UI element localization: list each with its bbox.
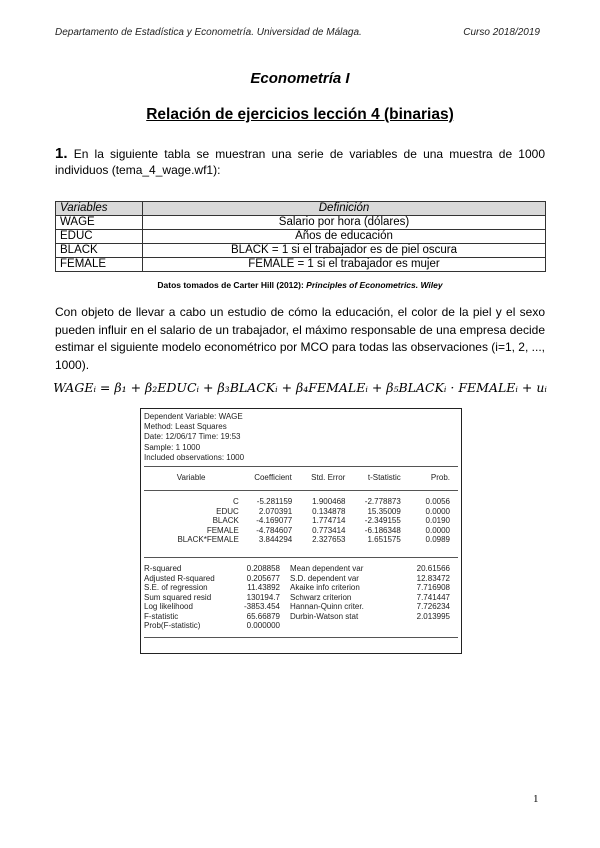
divider [144,466,458,467]
problem-paragraph: Con objeto de llevar a cabo un estudio de cómo la educación, el color de la piel y el sexo pueden influir en el salario de un trabajador, el máximo responsable de una empresa decide estimar el siguiente modelo econométrico por MCO para todas las observaciones (i=1, 2, ..., 1000). [55,305,545,372]
document-title: Econometría I [250,70,350,87]
coefficient-header [144,473,456,483]
stat-value: 7.726234 [416,602,450,611]
stat-label [290,621,400,631]
table-row [144,574,456,584]
regression-metadata [144,412,244,463]
exercise-1-statement [55,146,545,178]
stat-value: 2.013995 [416,611,450,621]
stat-label: Akaike info criterion [290,583,360,592]
table-row [144,516,456,526]
stat-label: Log likelihood [144,602,193,611]
stat-value [400,621,456,631]
header-department: Departamento de Estadística y Econometría. Universidad de Málaga. [55,27,362,38]
meta-line: Sample: 1 1000 [144,442,201,452]
table-row [56,216,546,230]
stat-value: 11.43892 [247,583,280,592]
variable-name: EDUC [56,230,143,244]
stat-value: 0.205677 [246,573,280,583]
stat-label: Adjusted R-squared [144,573,215,583]
var-name: EDUC [216,506,239,516]
stat-value: -3853.454 [243,602,280,611]
std-error: 2.327653 [312,535,346,544]
t-statistic: 1.651575 [367,535,401,544]
var-name: BLACK*FEMALE [177,535,239,544]
stat-value: 7.741447 [416,592,450,602]
prob: 0.0000 [425,525,450,535]
document-subtitle: Relación de ejercicios lección 4 (binarias) [146,106,454,123]
variable-definition: BLACK = 1 si el trabajador es de piel oscura [143,244,546,258]
column-header: t-Statistic [367,473,401,482]
table-row [144,612,456,622]
stat-value: 65.66879 [246,611,280,621]
model-equation: WAGEᵢ = β₁ + β₂EDUCᵢ + β₃BLACKᵢ + β₄FEMALEᵢ + β₅BLACKᵢ · FEMALEᵢ + uᵢ [53,380,547,395]
table-row [144,593,456,603]
stat-label: Prob(F-statistic) [144,621,201,630]
table-row [144,526,456,536]
stat-value: 130194.7 [246,592,280,602]
divider [144,557,458,558]
stat-label: Durbin-Watson stat [290,611,359,621]
table-row [144,621,456,631]
stat-value: 0.000000 [246,621,280,630]
exercise-number: 1. [55,145,68,162]
table-header-row [144,473,456,483]
variable-definition: FEMALE = 1 si el trabajador es mujer [143,258,546,272]
stat-label: Schwarz criterion [290,592,352,602]
stat-value: 7.716908 [416,583,450,592]
variable-name: BLACK [56,244,143,258]
t-statistic: -6.186348 [364,525,401,535]
meta-line: Method: Least Squares [144,422,227,432]
variables-table [55,201,546,272]
std-error: 1.900468 [312,497,346,506]
var-name: C [233,497,239,506]
source-prefix: Datos tomados de Carter Hill (2012): [157,280,307,290]
table-row [144,497,456,507]
var-name: BLACK [212,516,239,525]
std-error: 0.773414 [312,525,346,535]
variable-definition: Salario por hora (dólares) [143,216,546,230]
table-row [144,535,456,545]
var-name: FEMALE [206,525,239,535]
prob: 0.0989 [425,535,450,544]
coefficient: 3.844294 [258,535,293,544]
t-statistic: -2.349155 [364,516,401,525]
data-source-note [0,280,600,290]
column-header-definition: Definición [143,202,546,216]
prob: 0.0056 [425,497,450,506]
table-row [144,602,456,612]
table-row [56,258,546,272]
table-row [56,244,546,258]
variable-name: FEMALE [56,258,143,272]
eviews-regression-output [140,408,462,654]
t-statistic: 15.35009 [367,506,401,516]
exercise-text: En la siguiente tabla se muestran una serie de variables de una muestra de 1000 individuos (tema_4_wage.wf1): [55,147,545,177]
variable-name: WAGE [56,216,143,230]
table-row [144,583,456,593]
coefficient: -4.169077 [256,516,293,525]
source-book: Principles of Econometrics. Wiley [306,280,443,290]
stat-label: Hannan-Quinn criter. [290,602,364,611]
divider [144,637,458,638]
stat-label: Mean dependent var [290,564,364,573]
table-header-row [56,202,546,216]
meta-line: Date: 12/06/17 Time: 19:53 [144,432,241,442]
stat-label: F-statistic [144,611,179,621]
coefficient: 2.070391 [258,506,293,516]
column-header: Std. Error [311,473,346,482]
meta-line: Included observations: 1000 [144,452,245,462]
prob: 0.0000 [425,506,450,516]
column-header: Coefficient [254,473,292,482]
page-number: 1 [533,793,539,805]
stat-value: 12.83472 [416,573,450,583]
column-header-variables: Variables [56,202,143,216]
table-row [144,564,456,574]
std-error: 0.134878 [312,506,346,516]
table-row [56,230,546,244]
coefficient: -5.281159 [256,497,293,506]
stat-label: S.E. of regression [144,583,208,592]
header-course: Curso 2018/2019 [463,27,540,38]
stat-label: S.D. dependent var [290,573,359,583]
stat-value: 0.208858 [246,564,280,573]
coefficient-table [144,497,456,545]
summary-stats-table [144,564,456,631]
stat-label: Sum squared resid [144,592,212,602]
meta-line: Dependent Variable: WAGE [144,412,243,421]
std-error: 1.774714 [312,516,346,525]
variable-definition: Años de educación [143,230,546,244]
column-header: Variable [176,473,206,482]
divider [144,490,458,491]
coefficient: -4.784607 [256,525,293,535]
stat-value: 20.61566 [416,564,450,573]
prob: 0.0190 [425,516,450,525]
table-row [144,507,456,517]
stat-label: R-squared [144,564,182,573]
t-statistic: -2.778873 [364,497,401,506]
column-header: Prob. [430,473,450,482]
